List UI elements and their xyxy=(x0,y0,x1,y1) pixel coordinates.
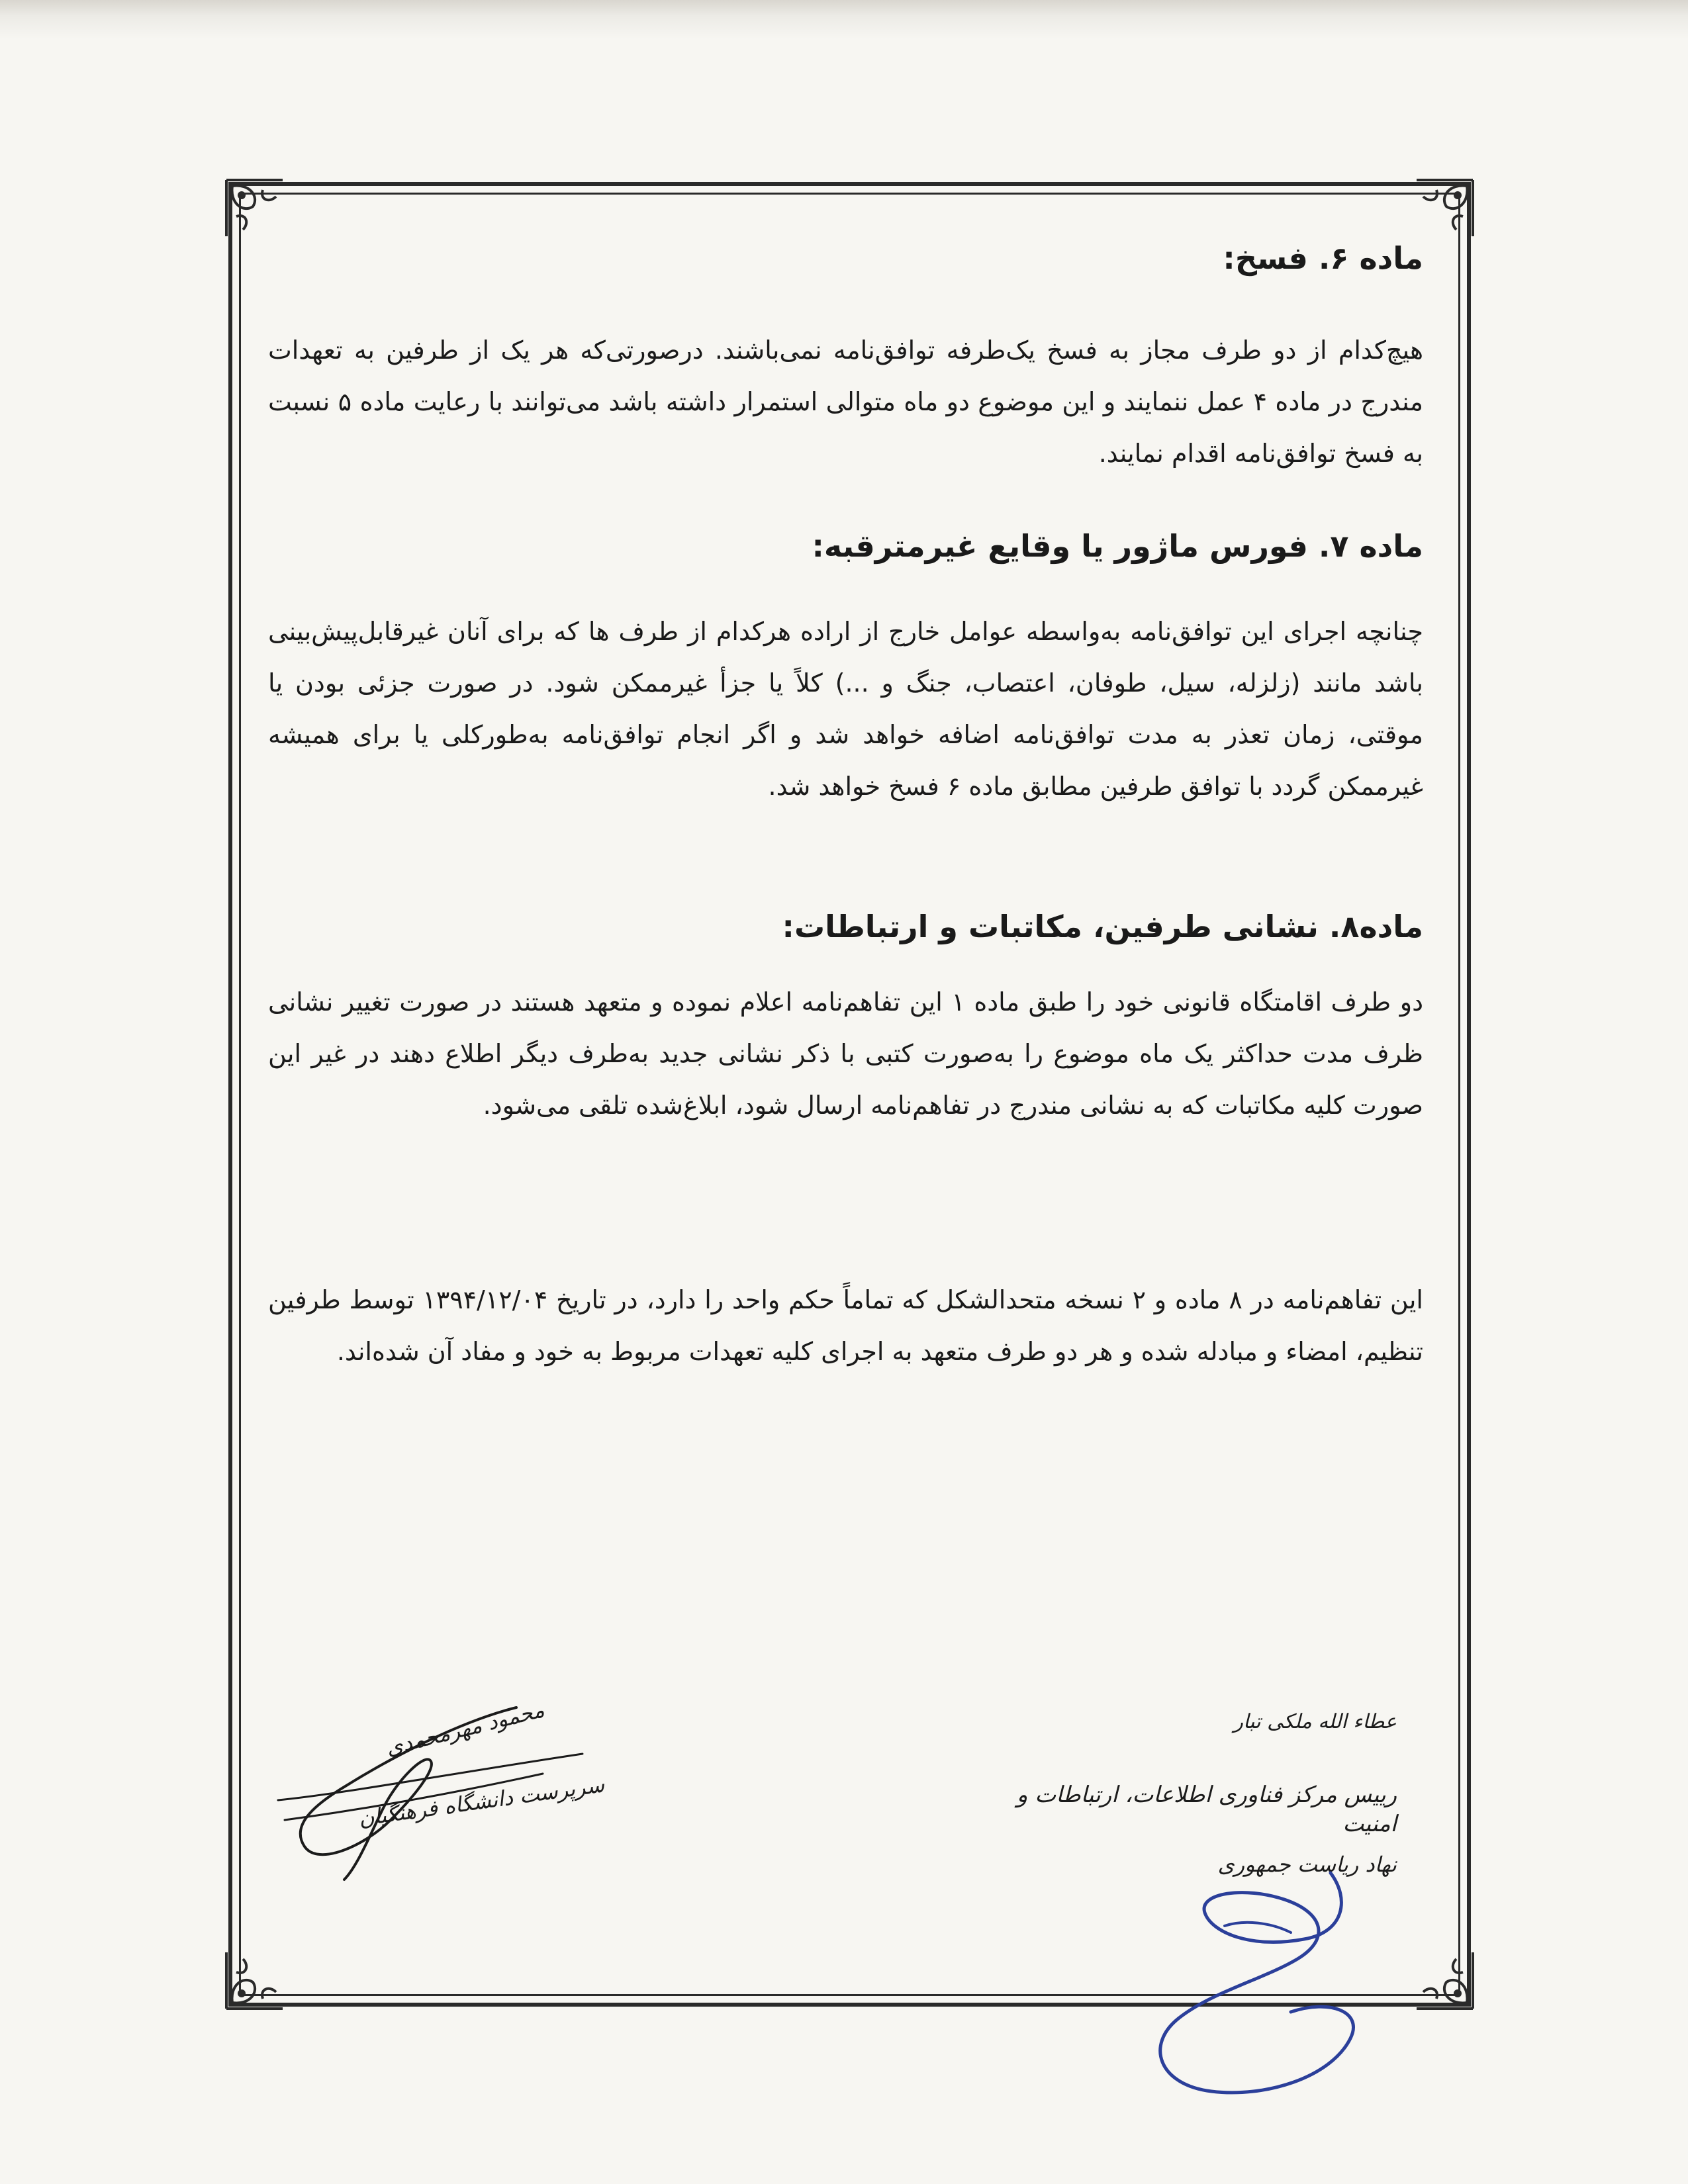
article-8-heading: ماده۸. نشانی طرفین، مکاتبات و ارتباطات: xyxy=(782,909,1423,944)
corner-ornament-icon xyxy=(223,177,286,240)
signatory-name-left: محمود مهرمحمدی xyxy=(383,1696,547,1761)
scan-edge-shadow xyxy=(0,0,1688,40)
article-6-text: هیچ‌کدام از دو طرف مجاز به فسخ یک‌طرفه توافق‌نامه نمی‌باشند. درصورتی‌که هر یک از طرفین به تعهدات مندرج در ماده ۴ عمل ننمایند و این موضوع دو ماه متوالی استمرار داشته باشد می‌توانند با رعایت ماده ۵ نسبت به فسخ توافق‌نامه اقدام نمایند. xyxy=(268,336,1423,468)
signatory-org-right: نهاد ریاست جمهوری xyxy=(1217,1852,1397,1877)
signatory-title-right: رییس مرکز فناوری اطلاعات، ارتباطات و امنیت xyxy=(1017,1782,1397,1837)
article-7-text: چنانچه اجرای این توافق‌نامه به‌واسطه عوامل خارج از اراده هرکدام از طرف ها که برای آنان غیرقابل‌پیش‌بینی باشد مانند (زلزله، سیل، طوفان، اعتصاب، جنگ و ...) کلاً یا جزأ غیرممکن شود. در صورت جزئی بودن یا موقتی، زمان تعذر به مدت توافق‌نامه اضافه خواهد شد و اگر انجام توافق‌نامه به‌طورکلی یا برای همیشه غیرممکن گردد با توافق طرفین مطابق ماده ۶ فسخ خواهد شد. xyxy=(268,617,1423,801)
closing-text: این تفاهم‌نامه در ۸ ماده و ۲ نسخه متحدالشکل که تماماً حکم واحد را دارد، در تاریخ ۱۳۹۴/۱۲/۰۴ توسط طرفین تنظیم، امضاء و مبادله شده و هر دو طرف متعهد به اجرای کلیه تعهدات مربوط به خود و مفاد آن شده‌اند. xyxy=(268,1285,1423,1366)
signatory-title-left: سرپرست دانشگاه فرهنگیان xyxy=(357,1772,606,1831)
corner-ornament-icon xyxy=(223,1949,286,2012)
handwritten-signature-right-icon xyxy=(1132,1860,1370,2105)
article-7-heading: ماده ۷. فورس ماژور یا وقایع غیرمترقبه: xyxy=(812,528,1423,564)
corner-ornament-icon xyxy=(1413,1949,1476,2012)
signature-block-left xyxy=(265,1694,635,1893)
article-8-text: دو طرف اقامتگاه قانونی خود را طبق ماده ۱ این تفاهم‌نامه اعلام نموده و متعهد هستند در صورت تغییر نشانی ظرف مدت حداکثر یک ماه موضوع را به‌صورت کتبی با ذکر نشانی جدید به‌طرف دیگر اطلاع دهند در غیر این صورت کلیه مکاتبات که به نشانی مندرج در تفاهم‌نامه ارسال شود، ابلاغ‌شده تلقی می‌شود. xyxy=(268,987,1423,1120)
corner-ornament-icon xyxy=(1413,177,1476,240)
signatory-name-right: عطاء الله ملکی تبار xyxy=(1233,1710,1397,1733)
article-6-heading: ماده ۶. فسخ: xyxy=(1223,240,1423,276)
document-body xyxy=(268,238,1423,1496)
